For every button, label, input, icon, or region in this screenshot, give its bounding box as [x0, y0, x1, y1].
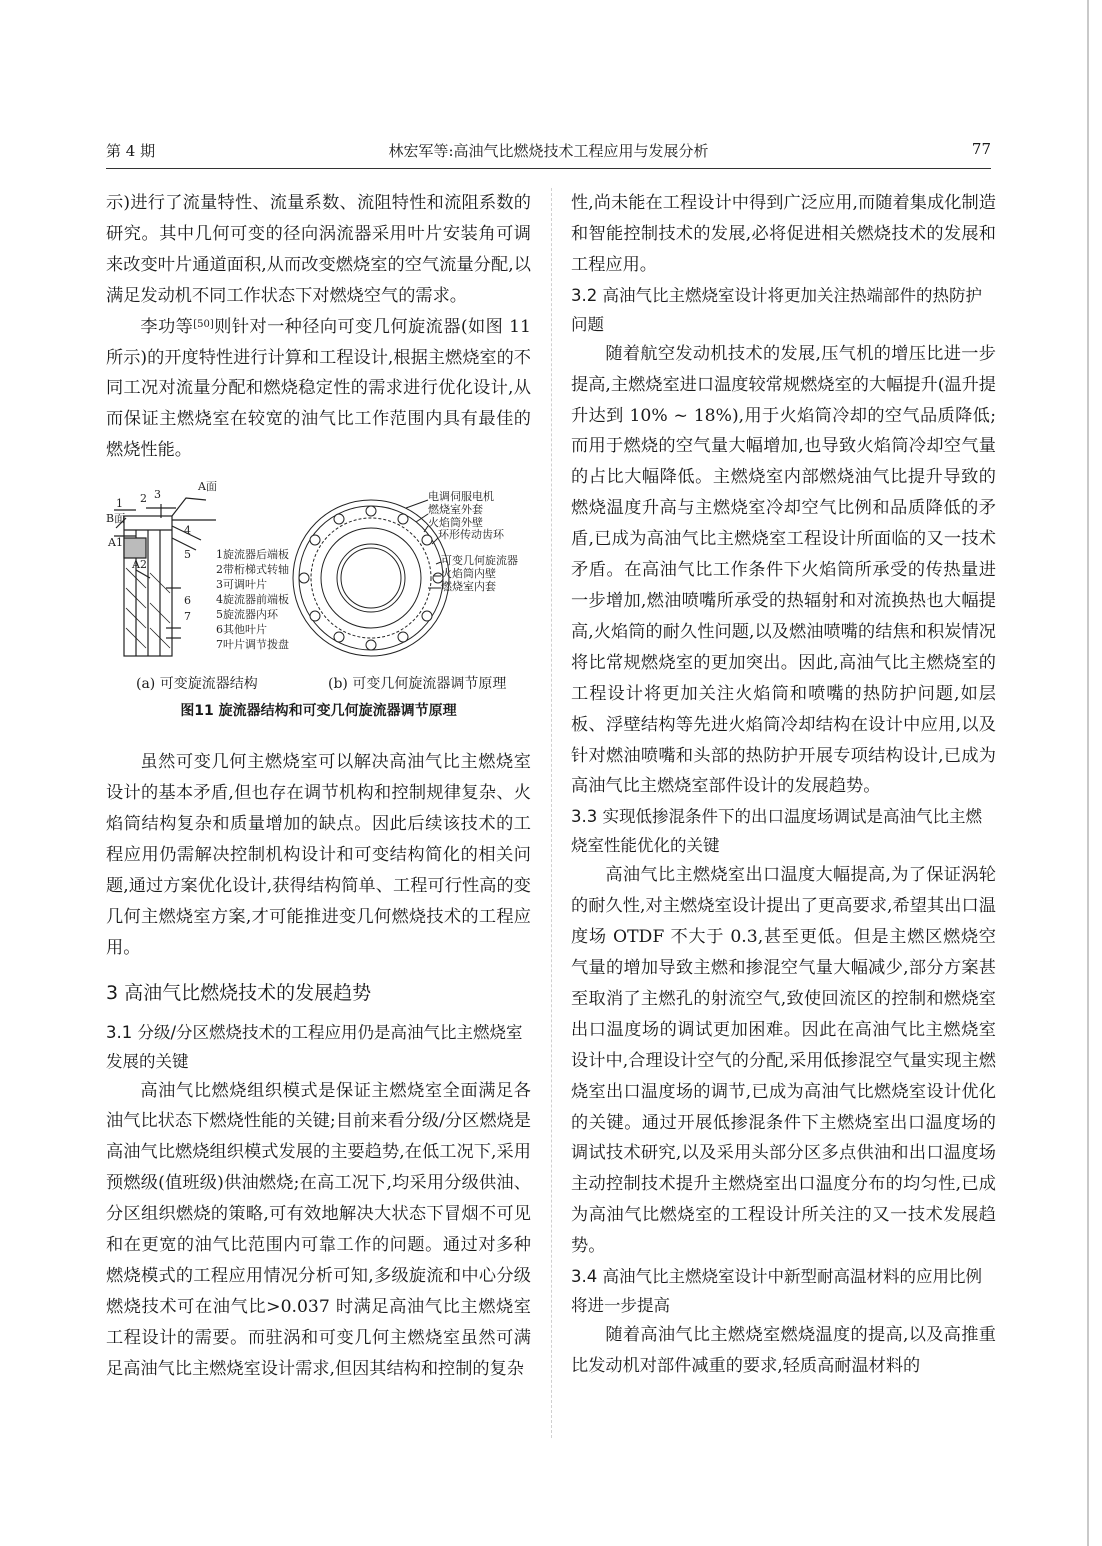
label-drive-ring: 环形传动齿环 [438, 528, 504, 542]
citation-ref[interactable]: [50] [193, 318, 214, 330]
legend-item: 3可调叶片 [216, 578, 267, 592]
legend-item: 6其他叶片 [216, 623, 267, 637]
subsection-heading: 3.3 实现低掺混条件下的出口温度场调试是高油气比主燃烧室性能优化的关键 [571, 807, 982, 856]
subsection-heading: 3.4 高油气比主燃烧室设计中新型耐高温材料的应用比例将进一步提高 [571, 1267, 982, 1316]
label-4: 4 [184, 524, 191, 538]
label-1: 1 [116, 497, 123, 511]
paragraph: 性,尚未能在工程设计中得到广泛应用,而随着集成化制造和智能控制技术的发展,必将促进相关燃烧技术的发展和工程应用。 [571, 193, 996, 275]
subfigure-caption-b: (b) 可变几何旋流器调节原理 [328, 676, 507, 693]
label-inner-casing: 燃烧室内套 [441, 580, 496, 594]
figure-11-drawing [106, 478, 531, 673]
paragraph: 示)进行了流量特性、流量系数、流阻特性和流阻系数的研究。其中几何可变的径向涡流器采用叶片安装角可调来改变叶片通道面积,从而改变燃烧室的空气流量分配,以满足发动机不同工作状态下对燃烧空气的需求。 [106, 193, 531, 306]
left-column [106, 188, 531, 1385]
page-number: 77 [971, 140, 991, 158]
issue-number: 第 4 期 [106, 142, 156, 160]
subsection-heading: 3.2 高油气比主燃烧室设计将更加关注热端部件的热防护问题 [571, 285, 982, 334]
label-5: 5 [184, 548, 191, 562]
figure-11 [106, 478, 531, 733]
paragraph: 高油气比燃烧组织模式是保证主燃烧室全面满足各油气比状态下燃烧性能的关键;目前来看分级/分区燃烧是高油气比燃烧组织模式发展的主要趋势,在低工况下,采用预燃级(值班级)供油燃烧;在高工况下,均采用分级供油、分区组织燃烧的策略,可有效地解决大状态下冒烟不可见和在更宽的油气比范围内可靠工作的问题。通过对多种燃烧模式的工程应用情况分析可知,多级旋流和中心分级燃烧技术可在油气比>0.037 时满足高油气比主燃烧室工程设计的需要。而驻涡和可变几何主燃烧室虽然可满足高油气比主燃烧室设计需求,但因其结构和控制的复杂 [106, 1080, 531, 1379]
page-edge-line [1087, 0, 1089, 1546]
legend-item: 7叶片调节拨盘 [216, 638, 289, 652]
subsection-heading: 3.1 分级/分区燃烧技术的工程应用仍是高油气比主燃烧室发展的关键 [106, 1022, 523, 1071]
column-divider [551, 188, 552, 1438]
legend-item: 1旋流器后端板 [216, 548, 289, 562]
text-run: 则针对一种径向可变几何旋流器(如图 11 所示)的开度特性进行计算和工程设计,根据主燃烧室的不同工况对流量分配和燃烧稳定性的需求进行优化设计,从而保证主燃烧室在较宽的油气比工作范围内具有最佳的燃烧性能。 [106, 316, 531, 461]
text-run: 李功等 [140, 316, 194, 337]
paragraph [106, 312, 531, 467]
legend-item: 4旋流器前端板 [216, 593, 289, 607]
running-header [106, 140, 991, 166]
running-title: 林宏军等:高油气比燃烧技术工程应用与发展分析 [388, 142, 709, 160]
label-a-plane: A面 [198, 480, 217, 494]
label-variable-swirler: 可变几何旋流器 [441, 554, 518, 568]
label-2: 2 [140, 492, 147, 506]
paragraph: 高油气比主燃烧室出口温度大幅提高,为了保证涡轮的耐久性,对主燃烧室设计提出了更高要求,希望其出口温度场 OTDF 不大于 0.3,甚至更低。但是主燃区燃烧空气量的增加导致主燃和掺混空气量大幅减少,部分方案甚至取消了主燃孔的射流空气,致使回流区的控制和燃烧室出口温度场的调试更加困难。因此在高油气比主燃烧室设计中,合理设计空气的分配,采用低掺混空气量实现主燃烧室出口温度场的调节,已成为高油气比燃烧室设计优化的关键。通过开展低掺混条件下主燃烧室出口温度场的调试技术研究,以及采用头部分区多点供油和出口温度场主动控制技术提升主燃烧室出口温度分布的均匀性,已成为高油气比燃烧室的工程设计所关注的又一技术发展趋势。 [571, 865, 996, 1257]
right-column [571, 188, 996, 1382]
paragraph: 随着高油气比主燃烧室燃烧温度的提高,以及高推重比发动机对部件减重的要求,轻质高耐温材料的 [571, 1325, 996, 1376]
label-3: 3 [154, 488, 161, 502]
section-heading: 3 高油气比燃烧技术的发展趋势 [106, 981, 372, 1004]
label-servo-motor: 电调伺服电机 [428, 490, 494, 504]
header-rule [106, 168, 991, 169]
swirler-structure-drawing [114, 498, 216, 656]
paragraph: 随着航空发动机技术的发展,压气机的增压比进一步提高,主燃烧室进口温度较常规燃烧室的大幅提升(温升提升达到 10% ~ 18%),用于火焰筒冷却的空气品质降低;而用于燃烧的空气量大幅增加,也导致火焰筒冷却空气量的占比大幅降低。主燃烧室内部燃烧油气比提升导致的燃烧温度升高与主燃烧室冷却空气比例和品质降低的矛盾,已成为高油气比主燃烧室工程设计所面临的又一技术矛盾。在高油气比工作条件下火焰筒所承受的传热量进一步增加,燃油喷嘴所承受的热辐射和对流换热也大幅提高,火焰筒的耐久性问题,以及燃油喷嘴的结焦和积炭情况将比常规燃烧室的更加突出。因此,高油气比主燃烧室的工程设计将更加关注火焰筒和喷嘴的热防护问题,如层板、浮壁结构等先进火焰筒冷却结构在设计中应用,以及针对燃油喷嘴和头部的热防护开展专项结构设计,已成为高油气比主燃烧室部件设计的发展趋势。 [571, 343, 996, 797]
label-6: 6 [184, 594, 191, 608]
label-liner-outer-wall: 火焰筒外壁 [428, 516, 483, 530]
paragraph: 虽然可变几何主燃烧室可以解决高油气比主燃烧室设计的基本矛盾,但也存在调节机构和控制规律复杂、火焰筒结构复杂和质量增加的缺点。因此后续该技术的工程应用仍需解决控制机构设计和可变结构简化的相关问题,通过方案优化设计,获得结构简单、工程可行性高的变几何主燃烧室方案,才可能推进变几何燃烧技术的工程应用。 [106, 752, 531, 958]
label-outer-casing: 燃烧室外套 [428, 503, 483, 517]
figure-caption: 图11 旋流器结构和可变几何旋流器调节原理 [180, 703, 457, 720]
label-7: 7 [184, 610, 191, 624]
legend-item: 5旋流器内环 [216, 608, 278, 622]
subfigure-caption-a: (a) 可变旋流器结构 [136, 676, 258, 693]
label-a2: A2 [132, 558, 147, 572]
label-b-plane: B面 [106, 512, 126, 526]
label-liner-inner-wall: 火焰筒内壁 [441, 567, 496, 581]
legend-item: 2带桁梯式转轴 [216, 563, 289, 577]
swirler-regulation-drawing [293, 500, 449, 656]
label-a1: A1 [108, 536, 123, 550]
